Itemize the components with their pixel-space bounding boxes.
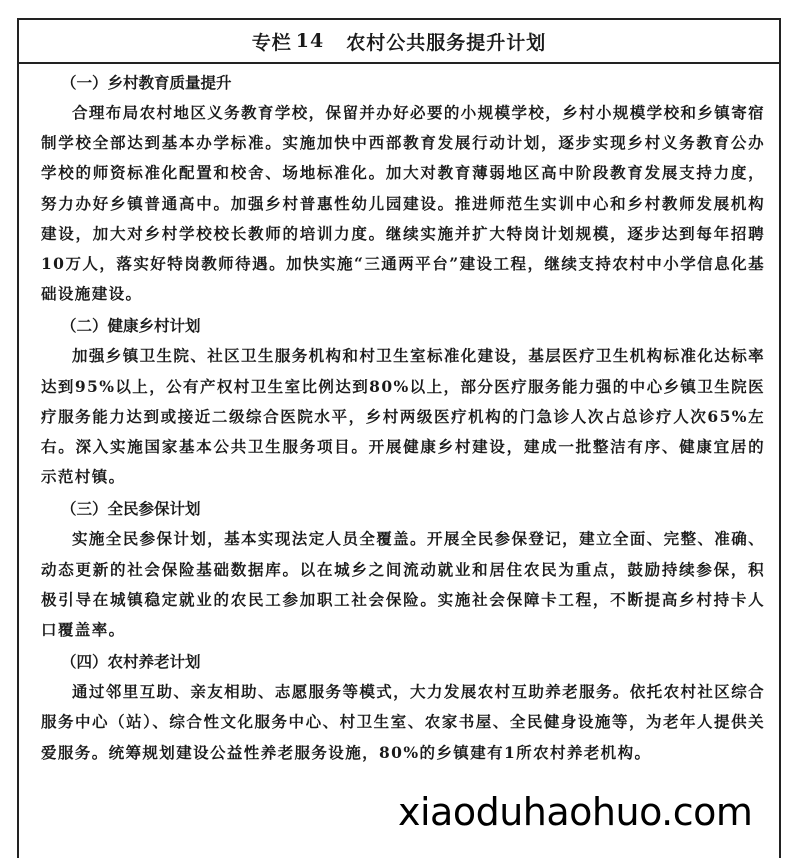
section-heading: （二）健康乡村计划	[61, 316, 201, 336]
watermark: xiaoduhaohuo.com	[398, 790, 753, 834]
section-body: 通过邻里互助、亲友相助、志愿服务等模式，大力发展农村互助养老服务。依托农村社区综合服务中心（站）、综合性文化服务中心、村卫生室、农家书屋、全民健身设施等，为老年人提供关爱服务。统筹规划建设公益性养老服务设施，80%的乡镇建有1所农村养老机构。	[41, 682, 765, 762]
section-body: 实施全民参保计划，基本实现法定人员全覆盖。开展全民参保登记，建立全面、完整、准确、动态更新的社会保险基础数据库。以在城乡之间流动就业和居住农民为重点，鼓励持续参保，积极引导在城镇稳定就业的农民工参加职工社会保险。实施社会保障卡工程，不断提高乡村持卡人口覆盖率。	[41, 529, 765, 640]
section-heading: （四）农村养老计划	[61, 652, 201, 672]
section-health	[41, 311, 765, 492]
column-box	[17, 18, 781, 858]
section-body: 合理布局农村地区义务教育学校，保留并办好必要的小规模学校，乡村小规模学校和乡镇寄宿制学校全部达到基本办学标准。实施加快中西部教育发展行动计划，逐步实现乡村义务教育公办学校的师资标准化配置和校舍、场地标准化。加大对教育薄弱地区高中阶段教育发展支持力度，努力办好乡镇普通高中。加强乡村普惠性幼儿园建设。推进师范生实训中心和乡村教师发展机构建设，加大对乡村学校校长教师的培训力度。继续实施并扩大特岗计划规模，逐步达到每年招聘10万人，落实好特岗教师待遇。加快实施“三通两平台”建设工程，继续支持农村中小学信息化基础设施建设。	[41, 103, 765, 304]
section-heading: （一）乡村教育质量提升	[61, 73, 232, 92]
section-insurance	[41, 494, 765, 645]
section-heading: （三）全民参保计划	[61, 499, 201, 519]
column-title-prefix: 专栏	[251, 31, 292, 54]
column-content	[19, 64, 779, 768]
column-title-text: 农村公共服务提升计划	[346, 31, 547, 54]
section-elderly-care	[41, 647, 765, 768]
section-body: 加强乡镇卫生院、社区卫生服务机构和村卫生室标准化建设，基层医疗卫生机构标准化达标率达到95%以上，公有产权村卫生室比例达到80%以上，部分医疗服务能力强的中心乡镇卫生院医疗服务能力达到或接近二级综合医院水平，乡村两级医疗机构的门急诊人次占总诊疗人次65%左右。深入实施国家基本公共卫生服务项目。开展健康乡村建设，建成一批整洁有序、健康宜居的示范村镇。	[41, 346, 765, 487]
section-education	[41, 68, 765, 309]
column-title-number: 14	[295, 30, 325, 52]
column-title	[19, 20, 779, 64]
